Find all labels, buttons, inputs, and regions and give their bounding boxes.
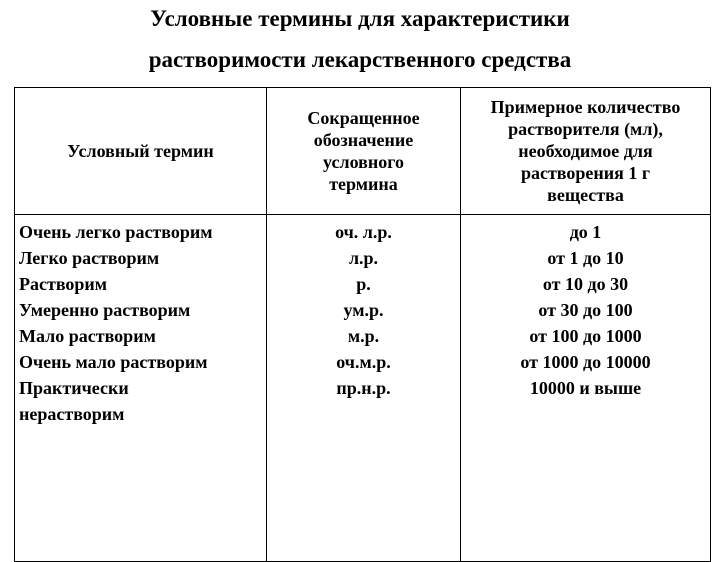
amount-cell: от 100 до 1000 xyxy=(529,326,642,346)
abbr-cell: р. xyxy=(356,274,371,294)
abbr-cell: оч. л.р. xyxy=(335,222,392,242)
amount-cell: до 1 xyxy=(569,222,602,242)
title-line-1: Условные термины для характеристики xyxy=(150,6,570,31)
header-term xyxy=(15,88,267,215)
solvent-amount-column xyxy=(461,215,711,562)
term-cell: Растворим xyxy=(19,274,108,294)
header-amount-line: необходимое для xyxy=(518,141,653,161)
term-cell: Практически xyxy=(19,378,129,398)
title-line-2: растворимости лекарственного средства xyxy=(148,47,572,72)
header-amount-line: Примерное количество xyxy=(490,97,681,117)
amount-cell: от 30 до 100 xyxy=(538,300,633,320)
term-cell: нерастворим xyxy=(19,404,125,424)
header-term-line: Условный термин xyxy=(67,141,214,161)
header-abbreviation xyxy=(267,88,461,215)
amount-cell: от 10 до 30 xyxy=(542,274,629,294)
amount-cell: от 1000 до 10000 xyxy=(520,352,651,372)
header-abbr-line: условного xyxy=(323,152,404,172)
amount-cell: 10000 и выше xyxy=(529,378,642,398)
abbreviation-column xyxy=(267,215,461,562)
header-amount-line: растворения 1 г xyxy=(520,163,651,183)
term-cell: Умеренно растворим xyxy=(19,300,191,320)
amount-cell: от 1 до 10 xyxy=(547,248,624,268)
header-solvent-amount xyxy=(461,88,711,215)
term-cell: Легко растворим xyxy=(19,248,160,268)
abbr-cell: пр.н.р. xyxy=(336,378,391,398)
abbr-cell: ум.р. xyxy=(343,300,384,320)
abbr-cell: оч.м.р. xyxy=(336,352,391,372)
abbr-cell: л.р. xyxy=(348,248,379,268)
header-abbr-line: обозначение xyxy=(313,130,414,150)
header-abbr-line: Сокращенное xyxy=(307,108,420,128)
header-amount-line: вещества xyxy=(547,185,624,205)
header-abbr-line: термина xyxy=(329,174,398,194)
term-column xyxy=(15,215,267,562)
header-amount-line: растворителя (мл), xyxy=(508,119,663,139)
term-cell: Мало растворим xyxy=(19,326,156,346)
abbr-cell: м.р. xyxy=(347,326,380,346)
term-cell: Очень легко растворим xyxy=(19,222,213,242)
solubility-table xyxy=(14,87,711,562)
table-body-row xyxy=(15,215,711,562)
term-cell: Очень мало растворим xyxy=(19,352,208,372)
header-row xyxy=(15,88,711,215)
